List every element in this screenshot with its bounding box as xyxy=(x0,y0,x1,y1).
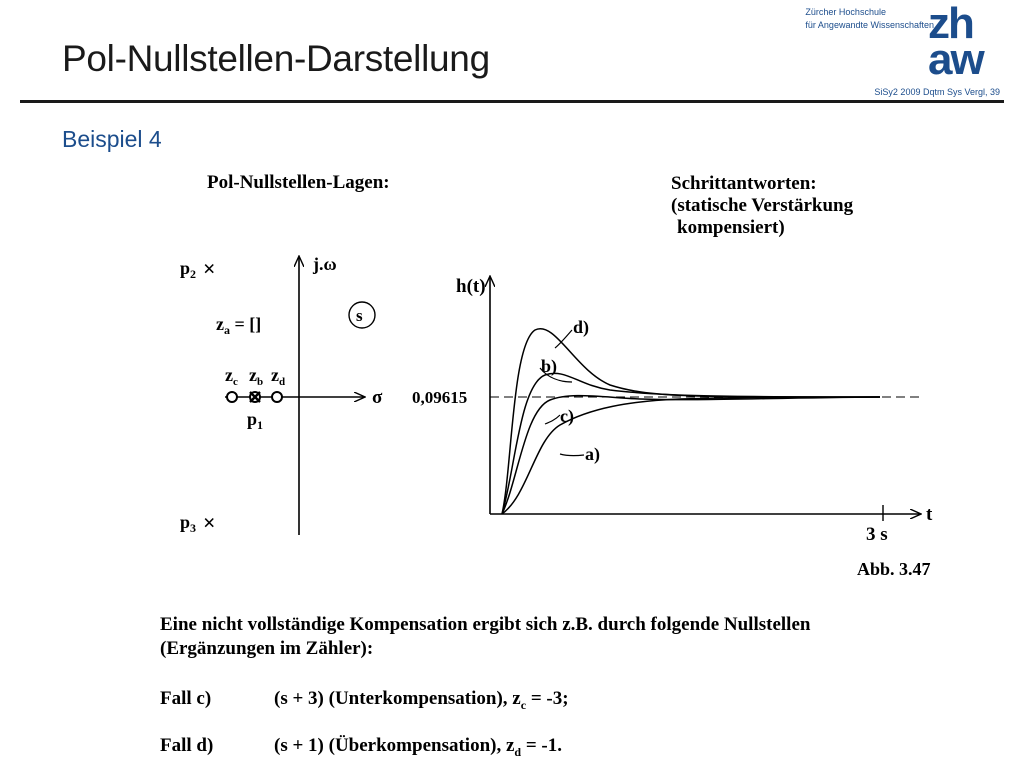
fall-d xyxy=(160,735,562,759)
p2-label: $p_2$ xyxy=(180,258,197,281)
zd-label: $z_d$ xyxy=(271,365,286,388)
fall-d-expr-main: (s + 1) (Überkompensation), z xyxy=(274,735,515,756)
p2-marker: × xyxy=(203,256,216,281)
p1-label: $p_1$ xyxy=(247,409,264,432)
fall-c-expr-rest: = -3; xyxy=(526,688,569,709)
explanation-line-2: (Ergänzungen im Zähler): xyxy=(160,638,374,659)
page-title: Pol-Nullstellen-Darstellung xyxy=(62,38,490,79)
curve-b xyxy=(502,373,880,514)
fall-c xyxy=(160,688,569,712)
curve-a-label: a) xyxy=(585,444,600,464)
fall-c-expr-sub: c xyxy=(520,697,527,712)
step-heading-line-1: Schrittantworten: xyxy=(671,173,817,194)
fall-d-expr-sub: d xyxy=(514,744,522,759)
zero-zd xyxy=(272,392,282,402)
step-heading-line-3: kompensiert) xyxy=(677,217,785,238)
p3-label: $p_3$ xyxy=(180,512,197,535)
p3-marker: × xyxy=(203,510,216,535)
step-x-axis-label: t xyxy=(926,504,933,525)
s-plane-label: s xyxy=(356,306,363,325)
step-x-tick-label: 3 s xyxy=(866,524,888,545)
pz-real-axis-label: σ xyxy=(372,387,383,408)
zb-label: $z_b$ xyxy=(249,365,264,388)
logo-line-1: zh xyxy=(928,0,973,48)
step-heading-line-2: (statische Verstärkung xyxy=(671,195,854,216)
logo-line-2: aw xyxy=(928,35,983,84)
fall-c-expr-main: (s + 3) (Unterkompensation), z xyxy=(274,688,521,709)
steady-state-value: 0,09615 xyxy=(412,388,468,407)
za-label: $z_a$ = [] xyxy=(216,314,262,337)
fall-c-label: Fall c) xyxy=(160,688,212,709)
leader-c xyxy=(545,415,560,424)
fall-d-expr-rest: = -1. xyxy=(521,735,562,756)
fall-d-expression xyxy=(274,735,562,760)
curve-c xyxy=(502,396,880,514)
fall-d-label: Fall d) xyxy=(160,735,214,756)
institution-line-2: für Angewandte Wissenschaften xyxy=(805,20,934,30)
step-y-axis-label: h(t) xyxy=(456,276,486,297)
pz-imag-axis-label: j.ω xyxy=(313,254,337,274)
figure-caption: Abb. 3.47 xyxy=(857,559,931,579)
institution-line-1: Zürcher Hochschule xyxy=(805,7,886,17)
pz-heading: Pol-Nullstellen-Lagen: xyxy=(207,172,390,193)
section-subtitle: Beispiel 4 xyxy=(62,126,162,152)
zero-zc xyxy=(227,392,237,402)
leader-a xyxy=(560,454,584,456)
curve-b-label: b) xyxy=(541,356,558,376)
zc-label: $z_c$ xyxy=(225,365,238,388)
curve-a xyxy=(502,397,880,514)
slide-reference: SiSy2 2009 Dqtm Sys Vergl, 39 xyxy=(874,87,1000,97)
fall-c-expression xyxy=(274,688,569,713)
curve-c-label: c) xyxy=(560,406,574,426)
curve-d xyxy=(502,329,880,514)
explanation-line-1: Eine nicht vollständige Kompensation ergibt sich z.B. durch folgende Nullstellen xyxy=(160,614,811,635)
curve-d-label: d) xyxy=(573,317,590,337)
